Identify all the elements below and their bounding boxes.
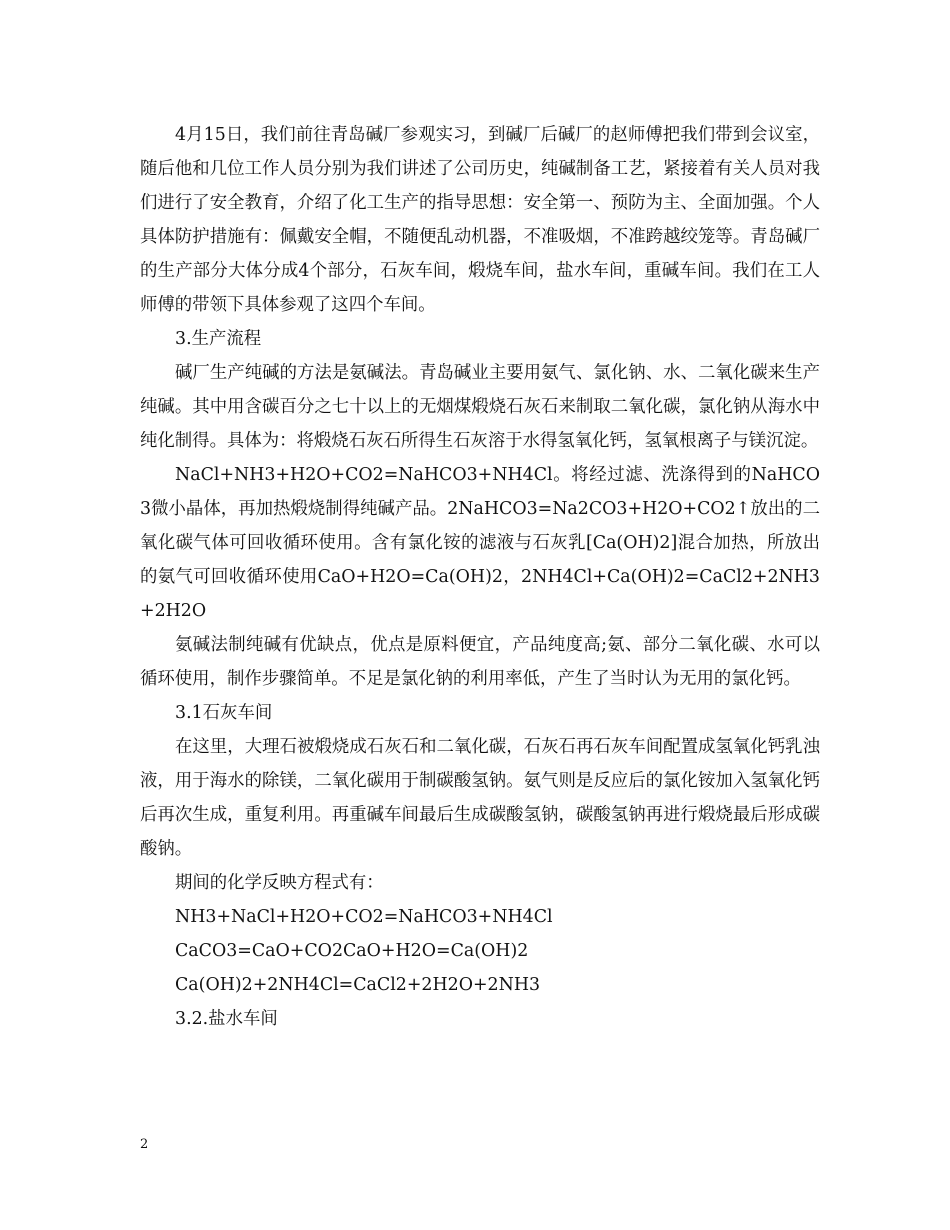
paragraph-ammonia-soda-method: 碱厂生产纯碱的方法是氨碱法。青岛碱业主要用氨气、氯化钠、水、二氧化碳来生产纯碱。其中用含碳百分之七十以上的无烟煤煅烧石灰石来制取二氧化碳，氯化钠从海水中纯化制得。具体为：将煅烧石灰石所得生石灰溶于水得氢氧化钙，氢氧根离子与镁沉淀。	[140, 363, 820, 451]
section-heading-brine-workshop: 3.2.盐水车间	[175, 1009, 278, 1029]
page-number: 2	[140, 1137, 149, 1152]
equation-line-2: CaCO3=CaO+CO2CaO+H2O=Ca(OH)2	[175, 941, 529, 961]
paragraph-equations-intro: 期间的化学反映方程式有：	[175, 873, 384, 893]
paragraph-pros-cons: 氨碱法制纯碱有优缺点，优点是原料便宜，产品纯度高;氨、部分二氧化碳、水可以循环使用，制作步骤简单。不足是氯化钠的利用率低，产生了当时认为无用的氯化钙。	[140, 635, 820, 689]
section-heading-production-flow: 3.生产流程	[175, 329, 262, 349]
section-heading-lime-workshop: 3.1石灰车间	[175, 703, 273, 723]
body-text	[140, 118, 820, 1036]
equation-line-3: Ca(OH)2+2NH4Cl=CaCl2+2H2O+2NH3	[175, 975, 541, 995]
paragraph-intro: 4月15日，我们前往青岛碱厂参观实习，到碱厂后碱厂的赵师傅把我们带到会议室，随后他和几位工作人员分别为我们讲述了公司历史，纯碱制备工艺，紧接着有关人员对我们进行了安全教育，介绍了化工生产的指导思想：安全第一、预防为主、全面加强。个人具体防护措施有：佩戴安全帽，不随便乱动机器，不准吸烟，不准跨越绞笼等。青岛碱厂的生产部分大体分成4个部分，石灰车间，煅烧车间，盐水车间，重碱车间。我们在工人师傅的带领下具体参观了这四个车间。	[140, 125, 820, 315]
paragraph-lime-workshop: 在这里，大理石被煅烧成石灰石和二氧化碳，石灰石再石灰车间配置成氢氧化钙乳浊液，用于海水的除镁，二氧化碳用于制碳酸氢钠。氨气则是反应后的氯化铵加入氢氧化钙后再次生成，重复利用。再重碱车间最后生成碳酸氢钠，碳酸氢钠再进行煅烧最后形成碳酸钠。	[140, 737, 820, 859]
equation-line-1: NH3+NaCl+H2O+CO2=NaHCO3+NH4Cl	[175, 907, 553, 927]
paragraph-reaction-process: NaCl+NH3+H2O+CO2=NaHCO3+NH4Cl。将经过滤、洗涤得到的NaHCO3微小晶体，再加热煅烧制得纯碱产品。2NaHCO3=Na2CO3+H2O+CO2↑放出的二氧化碳气体可回收循环使用。含有氯化铵的滤液与石灰乳[Ca(OH)2]混合加热，所放出的氨气可回收循环使用CaO+H2O=Ca(OH)2，2NH4Cl+Ca(OH)2=CaCl2+2NH3+2H2O	[140, 465, 820, 621]
